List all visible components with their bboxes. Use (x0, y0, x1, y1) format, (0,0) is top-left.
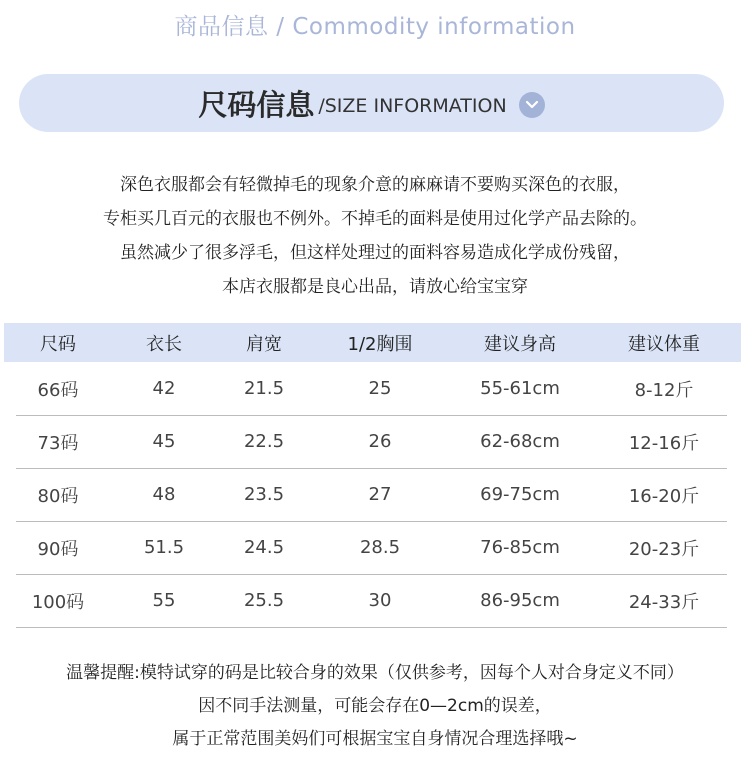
cell-shoulder: 22.5 (243, 431, 285, 452)
cell-height: 69-75cm (480, 484, 560, 505)
footer-line: 属于正常范围美妈们可根据宝宝自身情况合理选择哦~ (172, 729, 578, 749)
cell-height: 55-61cm (480, 378, 560, 399)
cell-length: 55 (152, 590, 176, 611)
table-row (16, 574, 727, 628)
intro-line: 虽然减少了很多浮毛，但这样处理过的面料容易造成化学成份残留， (120, 243, 630, 263)
cell-length: 45 (152, 431, 176, 452)
header-height: 建议身高 (484, 333, 556, 355)
cell-size: 73码 (37, 432, 79, 454)
fit-reminder (0, 657, 750, 756)
cell-size: 66码 (37, 379, 79, 401)
cell-half-chest: 26 (368, 431, 392, 452)
cell-size: 80码 (37, 485, 79, 507)
header-length: 衣长 (146, 333, 182, 355)
cell-weight: 12-16斤 (628, 432, 700, 454)
cell-half-chest: 27 (368, 484, 392, 505)
intro-line: 深色衣服都会有轻微掉毛的现象介意的麻麻请不要购买深色的衣服， (120, 175, 630, 195)
header-shoulder: 肩宽 (246, 333, 282, 355)
cell-weight: 24-33斤 (628, 591, 700, 613)
cell-weight: 16-20斤 (628, 485, 700, 507)
table-row (16, 468, 727, 522)
footer-line: 温馨提醒:模特试穿的码是比较合身的效果（仅供参考，因每个人对合身定义不同） (66, 663, 684, 683)
cell-size: 90码 (37, 538, 79, 560)
cell-length: 48 (152, 484, 176, 505)
header-half-chest: 1/2胸围 (347, 333, 413, 355)
cell-height: 76-85cm (480, 537, 560, 558)
header-weight: 建议体重 (628, 333, 700, 355)
cell-half-chest: 28.5 (359, 537, 401, 558)
size-table-header (4, 323, 741, 362)
size-info-banner (19, 74, 724, 132)
cell-shoulder: 25.5 (243, 590, 285, 611)
chevron-down-icon (519, 92, 545, 118)
table-row (16, 362, 727, 416)
cell-half-chest: 30 (368, 590, 392, 611)
cell-weight: 8-12斤 (634, 379, 694, 401)
banner-title-en: /SIZE INFORMATION (318, 95, 507, 117)
table-row (16, 415, 727, 469)
intro-line: 本店衣服都是良心出品，请放心给宝宝穿 (222, 277, 528, 297)
cell-height: 86-95cm (480, 590, 560, 611)
page-heading: 商品信息 / Commodity information (174, 14, 576, 40)
table-row (16, 521, 727, 575)
header-size: 尺码 (40, 333, 76, 355)
cell-shoulder: 21.5 (243, 378, 285, 399)
banner-title-cn: 尺码信息 (198, 87, 315, 122)
intro-notice (0, 168, 750, 304)
cell-size: 100码 (31, 591, 85, 613)
cell-shoulder: 24.5 (243, 537, 285, 558)
cell-weight: 20-23斤 (628, 538, 700, 560)
intro-line: 专柜买几百元的衣服也不例外。不掉毛的面料是使用过化学产品去除的。 (103, 209, 647, 229)
cell-height: 62-68cm (480, 431, 560, 452)
cell-half-chest: 25 (368, 378, 392, 399)
cell-length: 51.5 (143, 537, 185, 558)
cell-length: 42 (152, 378, 176, 399)
footer-line: 因不同手法测量，可能会存在0—2cm的误差， (198, 696, 552, 716)
cell-shoulder: 23.5 (243, 484, 285, 505)
